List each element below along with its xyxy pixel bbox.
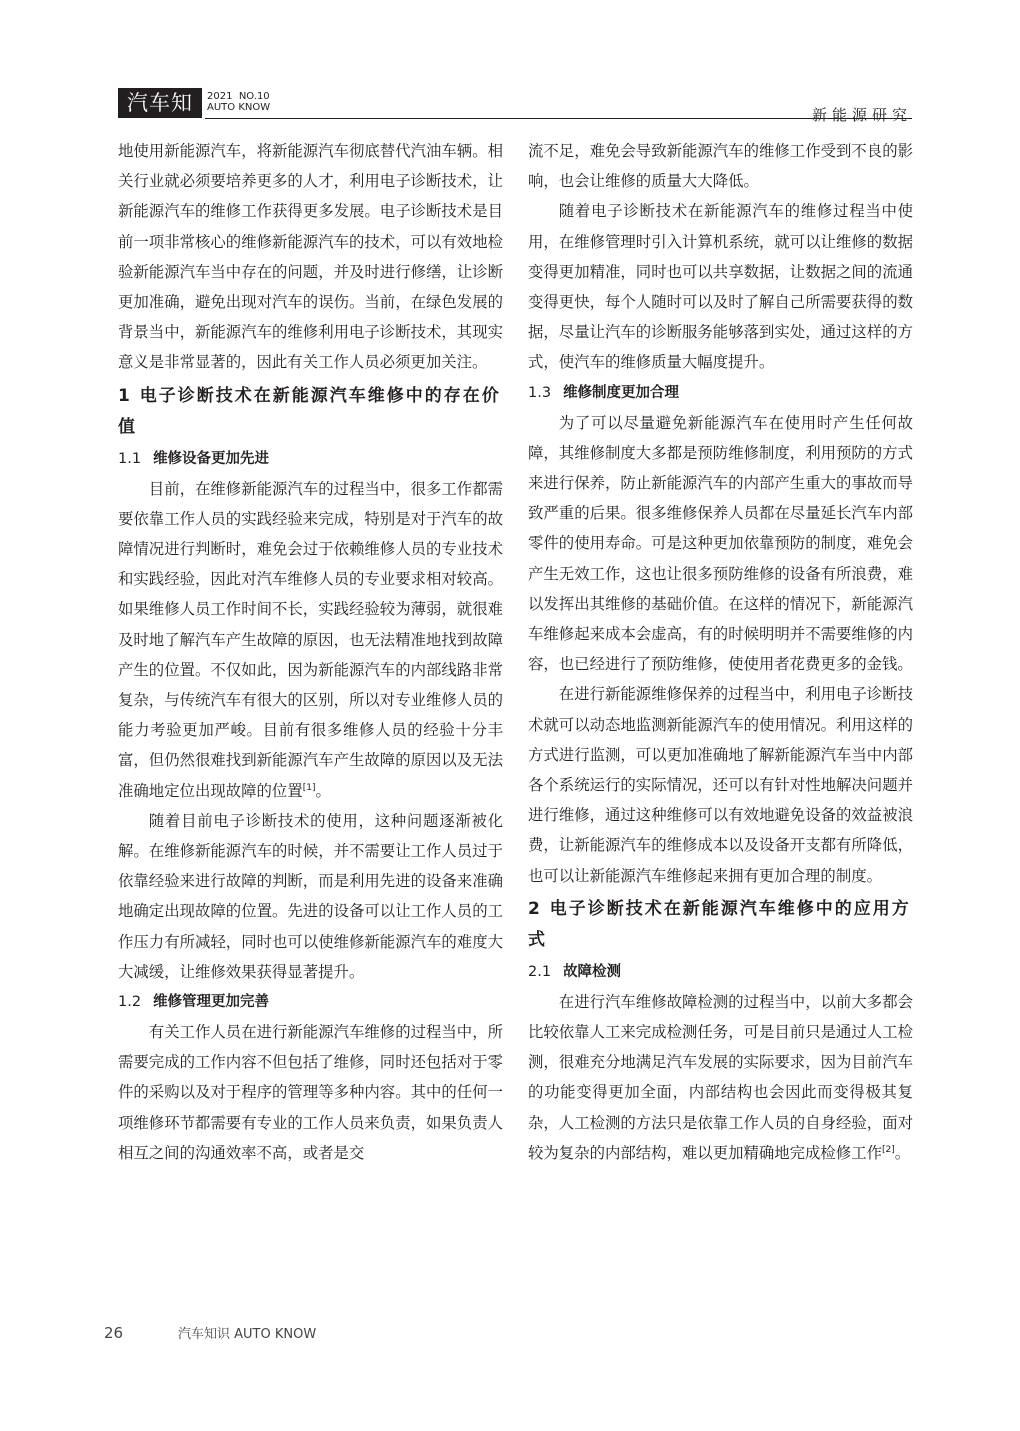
issue-number: NO.10 [238,91,270,102]
subsection-number: 2.1 [528,963,552,980]
paragraph: 随着目前电子诊断技术的使用，这种问题逐渐被化解。在维修新能源汽车的时候，并不需要让工作人员过于依靠经验来进行故障的判断，而是利用先进的设备来准确地确定出现故障的位置。先进的设备可以让工作人员的工作压力有所减轻，同时也可以使维修新能源汽车的难度大大减缓，让维修效果获得显著提升。 [118,811,503,981]
paragraph [118,474,503,806]
paragraph-end: 。 [315,781,331,800]
subsection-title: 维修设备更加先进 [153,450,270,467]
subsection-number: 1.1 [118,450,142,467]
paragraph: 流不足，难免会导致新能源汽车的维修工作受到不良的影响，也会让维修的质量大大降低。 [528,142,913,191]
subsection-title: 维修管理更加完善 [153,994,270,1011]
journal-name-en: AUTO KNOW [207,102,271,113]
paragraph: 为了可以尽量避免新能源汽车在使用时产生任何故障，其维修制度大多都是预防维修制度，利用预防的方式来进行保养，防止新能源汽车的内部产生重大的事故而导致严重的后果。很多维修保养人员都在尽量延长汽车内部零件的使用寿命。可是这种更加依靠预防的制度，难免会产生无效工作，这也让很多预防维修的设备有所浪费，难以发挥出其维修的基础价值。在这样的情况下，新能源汽车维修起来成本会虚高，有的时候明明并不需要维修的内容，也已经进行了预防维修，使使用者花费更多的金钱。 [528,413,913,674]
footer-journal: 汽车知识 AUTO KNOW [178,1327,317,1342]
section-heading-1: 1 电子诊断技术在新能源汽车维修中的存在价值 [118,385,501,437]
paragraph: 随着电子诊断技术在新能源汽车的维修过程当中使用，在维修管理时引入计算机系统，就可以让维修的数据变得更加精准，同时也可以共享数据，让数据之间的流通变得更快，每个人随时可以及时了解自己所需要获得的数据，尽量让汽车的诊断服务能够落到实处，通过这样的方式，使汽车的维修质量大幅度提升。 [528,202,913,372]
page-header [0,0,1020,145]
paragraph-end: 。 [894,1143,911,1162]
section-heading-2: 2 电子诊断技术在新能源汽车维修中的应用方式 [528,898,911,950]
paragraph: 有关工作人员在进行新能源汽车维修的过程当中，所需要完成的工作内容不但包括了维修，同时还包括对于零件的采购以及对于程序的管理等多种内容。其中的任何一项维修环节都需要有专业的工作人员来负责，如果负责人相互之间的沟通效率不高，或者是交 [118,1023,503,1162]
subsection-title: 维修制度更加合理 [563,384,680,401]
citation-ref: [2] [882,1144,895,1155]
subsection-heading-1-2 [118,987,503,1017]
right-column [528,136,913,1168]
issue-info [207,91,270,113]
subsection-number: 1.2 [118,994,142,1011]
subsection-heading-1-3 [528,378,913,408]
subsection-title: 故障检测 [563,963,622,980]
section-label: 新能源研究 [811,106,912,124]
issue-year: 2021 [207,91,233,102]
subsection-heading-1-1 [118,444,503,474]
paragraph: 在进行新能源维修保养的过程当中，利用电子诊断技术就可以动态地监测新能源汽车的使用情况。利用这样的方式进行监测，可以更加准确地了解新能源汽车当中内部各个系统运行的实际情况，还可以有针对性地解决问题并进行维修，通过这种维修可以有效地避免设备的效益被浪费，让新能源汽车的维修成本以及设备开支都有所降低，也可以让新能源汽车维修起来拥有更加合理的制度。 [528,685,913,885]
subsection-number: 1.3 [528,384,552,401]
subsection-heading-2-1 [528,957,913,987]
paragraph [528,987,913,1168]
page-number: 26 [104,1324,124,1342]
left-column [118,136,503,1168]
page-footer [104,1323,316,1342]
journal-logo: 汽车知识 [118,88,202,118]
citation-ref: [1] [302,782,316,793]
paragraph: 地使用新能源汽车，将新能源汽车彻底替代汽油车辆。相关行业就必须要培养更多的人才，利用电子诊断技术，让新能源汽车的维修工作获得更多发展。电子诊断技术是目前一项非常核心的维修新能源汽车的技术，可以有效地检验新能源汽车当中存在的问题，并及时进行修缮，让诊断更加准确，避免出现对汽车的误伤。当前，在绿色发展的背景当中，新能源汽车的维修利用电子诊断技术，其现实意义是非常显著的，因此有关工作人员必须更加关注。 [118,142,503,372]
header-rule [205,118,912,119]
paragraph-text: 目前，在维修新能源汽车的过程当中，很多工作都需要依靠工作人员的实践经验来完成，特别是对于汽车的故障情况进行判断时，难免会过于依赖维修人员的专业技术和实践经验，因此对汽车维修人员的专业要求相对较高。如果维修人员工作时间不长，实践经验较为薄弱，就很难及时地了解汽车产生故障的原因，也无法精准地找到故障产生的位置。不仅如此，因为新能源汽车的内部线路非常复杂，与传统汽车有很大的区别，所以对专业维修人员的能力考验更加严峻。目前有很多维修人员的经验十分丰富，但仍然很难找到新能源汽车产生故障的原因以及无法准确地定位出现故障的位置 [118,479,503,800]
paragraph-text: 在进行汽车维修故障检测的过程当中，以前大多都会比较依靠人工来完成检测任务，可是目前只是通过人工检测，很难充分地满足汽车发展的实际要求，因为目前汽车的功能变得更加全面，内部结构也会因此而变得极其复杂，人工检测的方法只是依靠工作人员的自身经验，面对较为复杂的内部结构，难以更加精确地完成检修工作 [528,992,913,1162]
